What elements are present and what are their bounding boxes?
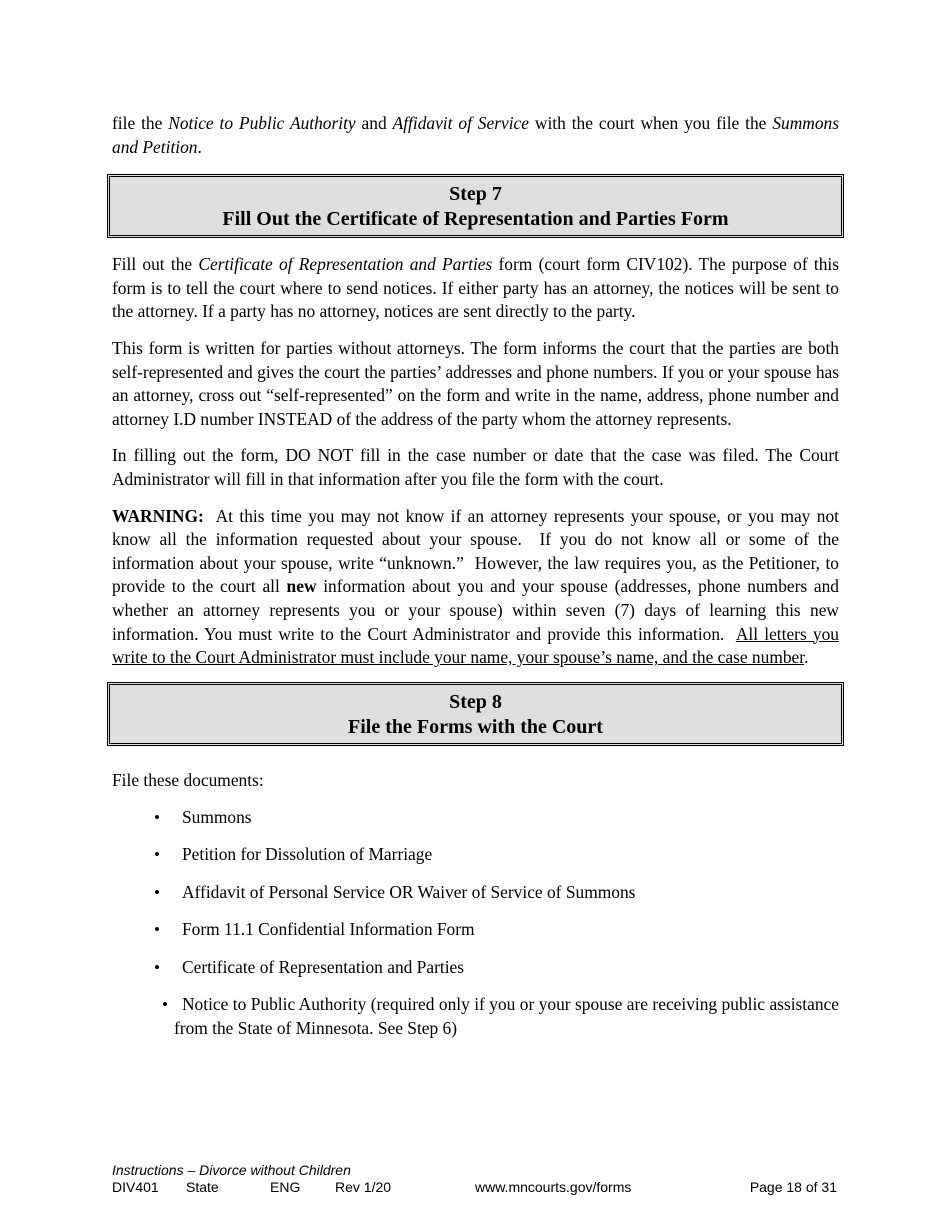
text: At this time you may not know if an attorney represents your spouse, or you may not know all the information requested about your spouse. If you do not know all or some of the information about your spouse, write “unknown.” However, the law requires you, as the Petitioner, to provide to the court all bbox=[112, 505, 844, 597]
bullet-icon: • bbox=[154, 845, 160, 865]
list-item bbox=[112, 993, 839, 1040]
warning-label: WARNING: bbox=[112, 505, 204, 526]
text: information about you and your spouse (addresses, phone numbers and whether an attorney represents you or your spouse) within seven (7) days of learning this new information. You must write to the Court Administrator and provide this information. bbox=[112, 576, 844, 644]
list-item-text: Notice to Public Authority (required only if you or your spouse are receiving public assistance from the State of Minnesota. See Step 6) bbox=[174, 994, 839, 1038]
page-footer bbox=[112, 1162, 839, 1196]
form-name: Affidavit of Service bbox=[392, 113, 529, 133]
text: with the court when you file the bbox=[528, 113, 773, 133]
text: Fill out the bbox=[112, 254, 199, 275]
form-name: Summons and Petition bbox=[112, 113, 839, 157]
footer-meta-row bbox=[112, 1179, 839, 1196]
underlined-requirement: All letters you write to the Court Administrator must include your name, your spouse’s name, and the case number bbox=[112, 623, 839, 668]
documents-list bbox=[112, 806, 839, 1040]
footer-language: ENG bbox=[270, 1179, 301, 1195]
documents-lead: File these documents: bbox=[112, 769, 264, 790]
list-item bbox=[112, 806, 839, 830]
footer-page-number: Page 18 of 31 bbox=[749, 1179, 837, 1195]
text: file the bbox=[112, 113, 169, 133]
step-7-header bbox=[107, 174, 844, 238]
footer-title: Instructions – Divorce without Children bbox=[112, 1162, 351, 1178]
list-item bbox=[112, 956, 839, 980]
intro-paragraph bbox=[112, 112, 839, 159]
footer-url[interactable]: www.mncourts.gov/forms bbox=[475, 1179, 632, 1195]
list-item-text: Certificate of Representation and Parties bbox=[182, 956, 465, 977]
bullet-icon: • bbox=[154, 882, 160, 902]
step-7-number: Step 7 bbox=[449, 183, 502, 206]
list-item-text: Summons bbox=[182, 807, 252, 828]
footer-form-id: DIV401 bbox=[112, 1179, 159, 1195]
footer-revision: Rev 1/20 bbox=[335, 1179, 392, 1195]
list-item bbox=[112, 881, 839, 905]
warning-paragraph bbox=[112, 505, 844, 670]
bullet-icon: • bbox=[162, 995, 168, 1015]
text: form (court form CIV102). The purpose of this form is to tell the court where to send notices. If either party has an attorney, the notices will be sent to the attorney. If a party has no attorney, notices are sent directly to the party. bbox=[112, 254, 839, 322]
step-7-paragraph-3: In filling out the form, DO NOT fill in the case number or date that the case was filed. The Court Administrator will fill in that information after you file the form with the court. bbox=[112, 445, 839, 489]
text: . bbox=[804, 647, 809, 668]
step-8-number: Step 8 bbox=[449, 690, 502, 713]
list-item-text: Form 11.1 Confidential Information Form bbox=[182, 919, 475, 940]
list-item bbox=[112, 843, 839, 867]
step-7-paragraph-2: This form is written for parties without attorneys. The form informs the court that the parties are both self-represented and gives the court the parties’ addresses and phone numbers. If you or your spouse has an attorney, cross out “self-represented” on the form and write in the name, address, phone number and attorney I.D number INSTEAD of the address of the party whom the attorney represents. bbox=[112, 337, 839, 429]
bullet-icon: • bbox=[154, 808, 160, 828]
step-8-header bbox=[107, 682, 844, 746]
step-7-title: Fill Out the Certificate of Representation and Parties Form bbox=[222, 208, 729, 231]
emphasis: new bbox=[286, 576, 317, 597]
text: . bbox=[197, 136, 202, 157]
list-item-text: Petition for Dissolution of Marriage bbox=[182, 844, 433, 865]
document-page bbox=[112, 112, 844, 1040]
form-name: Certificate of Representation and Parties bbox=[198, 254, 493, 275]
step-7-paragraph-1 bbox=[112, 253, 839, 324]
form-name: Notice to Public Authority bbox=[168, 113, 356, 133]
footer-jurisdiction: State bbox=[186, 1179, 219, 1195]
bullet-icon: • bbox=[154, 920, 160, 940]
list-item-text: Affidavit of Personal Service OR Waiver of Service of Summons bbox=[182, 881, 636, 902]
text: and bbox=[355, 113, 393, 133]
step-8-title: File the Forms with the Court bbox=[348, 715, 603, 738]
bullet-icon: • bbox=[154, 957, 160, 977]
list-item bbox=[112, 918, 839, 942]
